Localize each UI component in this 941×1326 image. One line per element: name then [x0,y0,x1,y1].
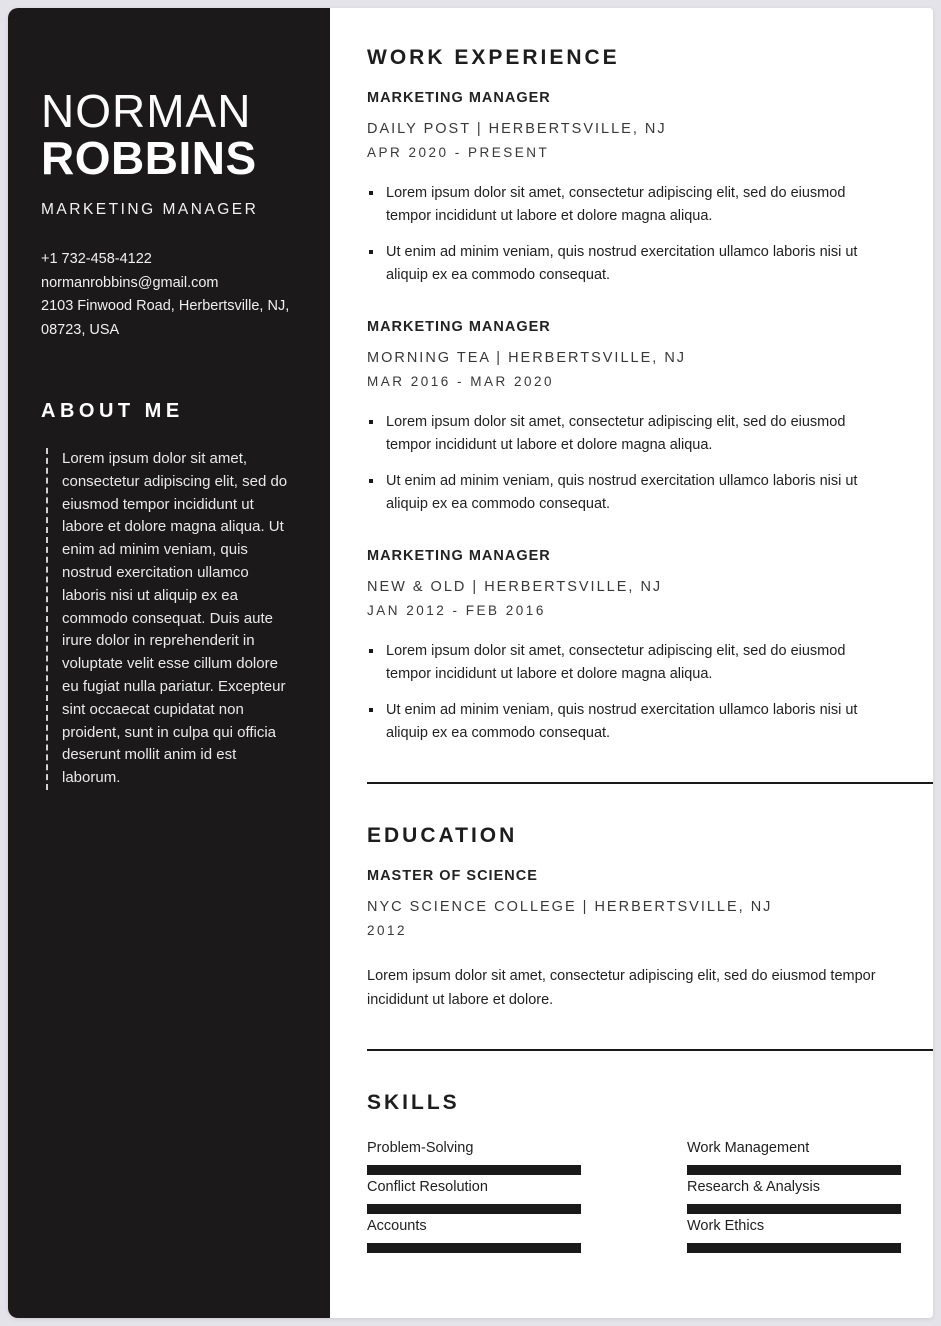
skill-level-fill [687,1204,901,1214]
school-name: NYC SCIENCE COLLEGE | HERBERTSVILLE, NJ [367,899,773,915]
skill-level-bar [367,1243,581,1253]
job-bullet: Ut enim ad minim veniam, quis nostrud exercitation ullamco laboris nisi ut aliquip ex ea commodo consequat. [367,699,892,745]
about-me-heading: ABOUT ME [41,400,184,422]
job-entry [367,548,933,745]
skill-item [687,1177,901,1214]
job-bullet: Ut enim ad minim veniam, quis nostrud exercitation ullamco laboris nisi ut aliquip ex ea commodo consequat. [367,241,892,287]
job-bullet: Lorem ipsum dolor sit amet, consectetur adipiscing elit, sed do eiusmod tempor incididunt ut labore et dolore magna aliqua. [367,182,892,228]
skill-level-fill [367,1165,581,1175]
job-title: MARKETING MANAGER [367,90,551,106]
work-experience-heading: WORK EXPERIENCE [367,46,620,69]
skill-level-bar [687,1204,901,1214]
email-address: normanrobbins@gmail.com [41,274,219,291]
contact-block [41,248,304,342]
skill-level-bar [687,1165,901,1175]
skill-level-fill [687,1165,901,1175]
skill-item [687,1216,901,1253]
skill-level-bar [367,1165,581,1175]
skill-label: Research & Analysis [687,1179,820,1195]
graduation-year: 2012 [367,923,408,938]
skills-column-left [367,1138,581,1255]
skill-item [367,1177,581,1214]
resume-page [8,8,933,1318]
degree-title: MASTER OF SCIENCE [367,868,538,884]
skill-label: Conflict Resolution [367,1179,488,1195]
job-bullet-list [367,411,892,516]
job-dates: MAR 2016 - MAR 2020 [367,374,555,389]
job-bullet: Lorem ipsum dolor sit amet, consectetur adipiscing elit, sed do eiusmod tempor incididunt ut labore et dolore magna aliqua. [367,640,892,686]
job-title: MARKETING MANAGER [367,319,551,335]
skill-label: Work Ethics [687,1218,765,1234]
education-description: Lorem ipsum dolor sit amet, consectetur adipiscing elit, sed do eiusmod tempor incididunt ut labore et dolore. [367,968,876,1008]
job-entry [367,90,933,287]
skills-grid [367,1138,933,1255]
main-content [330,8,933,1318]
skill-label: Work Management [687,1140,810,1156]
address-line-2: 08723, USA [41,321,120,338]
skill-item [687,1138,901,1175]
section-divider [367,1049,933,1051]
skill-label: Accounts [367,1218,427,1234]
skills-heading: SKILLS [367,1091,460,1114]
skill-level-fill [687,1243,901,1253]
job-dates: JAN 2012 - FEB 2016 [367,603,546,618]
skill-level-fill [367,1204,581,1214]
job-company: NEW & OLD | HERBERTSVILLE, NJ [367,579,663,595]
education-heading: EDUCATION [367,824,518,847]
job-title: MARKETING MANAGER [367,548,551,564]
role-title: MARKETING MANAGER [41,201,259,218]
job-company: DAILY POST | HERBERTSVILLE, NJ [367,121,667,137]
sidebar [8,8,330,1318]
job-bullet: Ut enim ad minim veniam, quis nostrud exercitation ullamco laboris nisi ut aliquip ex ea commodo consequat. [367,470,892,516]
skill-label: Problem-Solving [367,1140,474,1156]
job-company: MORNING TEA | HERBERTSVILLE, NJ [367,350,687,366]
skill-item [367,1138,581,1175]
first-name: NORMAN [41,85,252,137]
education-entry [367,868,933,1012]
job-entry [367,319,933,516]
skill-item [367,1216,581,1253]
skill-level-fill [367,1243,581,1253]
about-me-text: Lorem ipsum dolor sit amet, consectetur adipiscing elit, sed do eiusmod tempor incididunt ut labore et dolore magna aliqua. Ut enim ad minim veniam, quis nostrud exercitation ullamco laboris nisi ut aliquip ex ea commodo consequat. Duis aute irure dolor in reprehenderit in voluptate velit esse cillum dolore eu fugiat nulla pariatur. Excepteur sint occaecat cupidatat non proident, sunt in culpa qui officia deserunt mollit anim id est laborum. [46,448,296,790]
address-line-1: 2103 Finwood Road, Herbertsville, NJ, [41,298,290,314]
skills-column-right [687,1138,901,1255]
phone-number: +1 732-458-4122 [41,251,152,267]
section-divider [367,782,933,784]
job-bullet: Lorem ipsum dolor sit amet, consectetur adipiscing elit, sed do eiusmod tempor incididunt ut labore et dolore magna aliqua. [367,411,892,457]
job-dates: APR 2020 - PRESENT [367,145,550,160]
last-name: ROBBINS [41,132,257,184]
skill-level-bar [367,1204,581,1214]
skill-level-bar [687,1243,901,1253]
job-bullet-list [367,640,892,745]
job-bullet-list [367,182,892,287]
